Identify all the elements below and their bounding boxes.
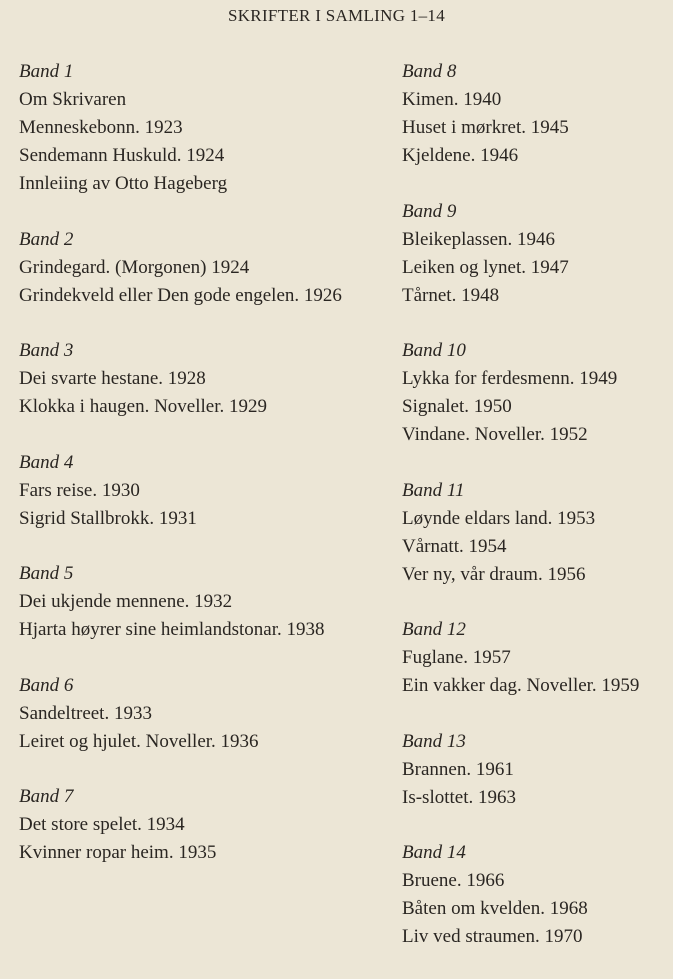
work-entry: Om Skrivaren xyxy=(19,89,127,110)
work-entry: Innleiing av Otto Hageberg xyxy=(19,173,228,194)
band-section xyxy=(402,337,673,449)
work-entry: Leiken og lynet. 1947 xyxy=(402,256,569,278)
band-section xyxy=(19,560,389,644)
band-title: Band 8 xyxy=(402,61,457,82)
work-entry: Grindekveld eller Den gode engelen. 1926 xyxy=(19,284,342,306)
band-title: Band 2 xyxy=(19,228,74,250)
right-column xyxy=(402,58,673,979)
work-entry: Dei ukjende mennene. 1932 xyxy=(19,591,233,612)
work-entry: Løynde eldars land. 1953 xyxy=(402,507,596,529)
band-section xyxy=(402,839,673,951)
band-title: Band 1 xyxy=(19,61,74,82)
band-title: Band 11 xyxy=(402,479,465,501)
left-column xyxy=(19,58,389,895)
band-title: Band 10 xyxy=(402,340,466,361)
work-entry: Dei svarte hestane. 1928 xyxy=(19,368,206,389)
page-title: SKRIFTER I SAMLING 1–14 xyxy=(227,6,446,25)
band-section xyxy=(402,616,673,700)
band-title: Band 5 xyxy=(19,563,74,584)
work-entry: Menneskebonn. 1923 xyxy=(19,117,183,138)
work-entry: Vindane. Noveller. 1952 xyxy=(402,424,588,445)
work-entry: Tårnet. 1948 xyxy=(402,284,500,306)
work-entry: Brannen. 1961 xyxy=(402,758,514,780)
band-section xyxy=(402,477,673,589)
band-title: Band 9 xyxy=(402,200,457,222)
band-title: Band 6 xyxy=(19,674,74,696)
work-entry: Båten om kvelden. 1968 xyxy=(402,898,588,919)
band-section xyxy=(402,58,673,170)
work-entry: Bruene. 1966 xyxy=(402,870,505,891)
work-entry: Fuglane. 1957 xyxy=(402,647,511,668)
work-entry: Sendemann Huskuld. 1924 xyxy=(19,145,225,166)
band-section xyxy=(19,449,389,533)
band-title: Band 12 xyxy=(402,619,466,640)
work-entry: Kvinner ropar heim. 1935 xyxy=(19,842,217,863)
work-entry: Sigrid Stallbrokk. 1931 xyxy=(19,507,197,529)
work-entry: Lykka for ferdesmenn. 1949 xyxy=(402,368,618,389)
work-entry: Kjeldene. 1946 xyxy=(402,145,519,166)
band-title: Band 13 xyxy=(402,730,466,752)
work-entry: Is-slottet. 1963 xyxy=(402,786,516,808)
work-entry: Kimen. 1940 xyxy=(402,89,502,110)
band-section xyxy=(19,337,389,421)
work-entry: Hjarta høyrer sine heimlandstonar. 1938 xyxy=(19,619,325,640)
band-section xyxy=(19,226,389,310)
band-title: Band 3 xyxy=(19,340,74,361)
band-section xyxy=(402,728,673,812)
work-entry: Sandeltreet. 1933 xyxy=(19,702,152,724)
band-section xyxy=(19,672,389,756)
work-entry: Det store spelet. 1934 xyxy=(19,814,185,835)
work-entry: Klokka i haugen. Noveller. 1929 xyxy=(19,396,268,417)
band-section xyxy=(402,198,673,310)
work-entry: Ein vakker dag. Noveller. 1959 xyxy=(402,675,640,696)
work-entry: Ver ny, vår draum. 1956 xyxy=(402,563,586,585)
work-entry: Vårnatt. 1954 xyxy=(402,535,507,557)
work-entry: Huset i mørkret. 1945 xyxy=(402,117,569,138)
work-entry: Signalet. 1950 xyxy=(402,396,512,417)
work-entry: Fars reise. 1930 xyxy=(19,479,140,501)
work-entry: Liv ved straumen. 1970 xyxy=(402,926,583,947)
band-section xyxy=(19,58,389,198)
band-section xyxy=(19,783,389,867)
band-title: Band 14 xyxy=(402,842,466,863)
work-entry: Grindegard. (Morgonen) 1924 xyxy=(19,256,250,278)
work-entry: Bleikeplassen. 1946 xyxy=(402,228,556,250)
band-title: Band 7 xyxy=(19,786,74,807)
band-title: Band 4 xyxy=(19,451,74,473)
work-entry: Leiret og hjulet. Noveller. 1936 xyxy=(19,730,259,752)
